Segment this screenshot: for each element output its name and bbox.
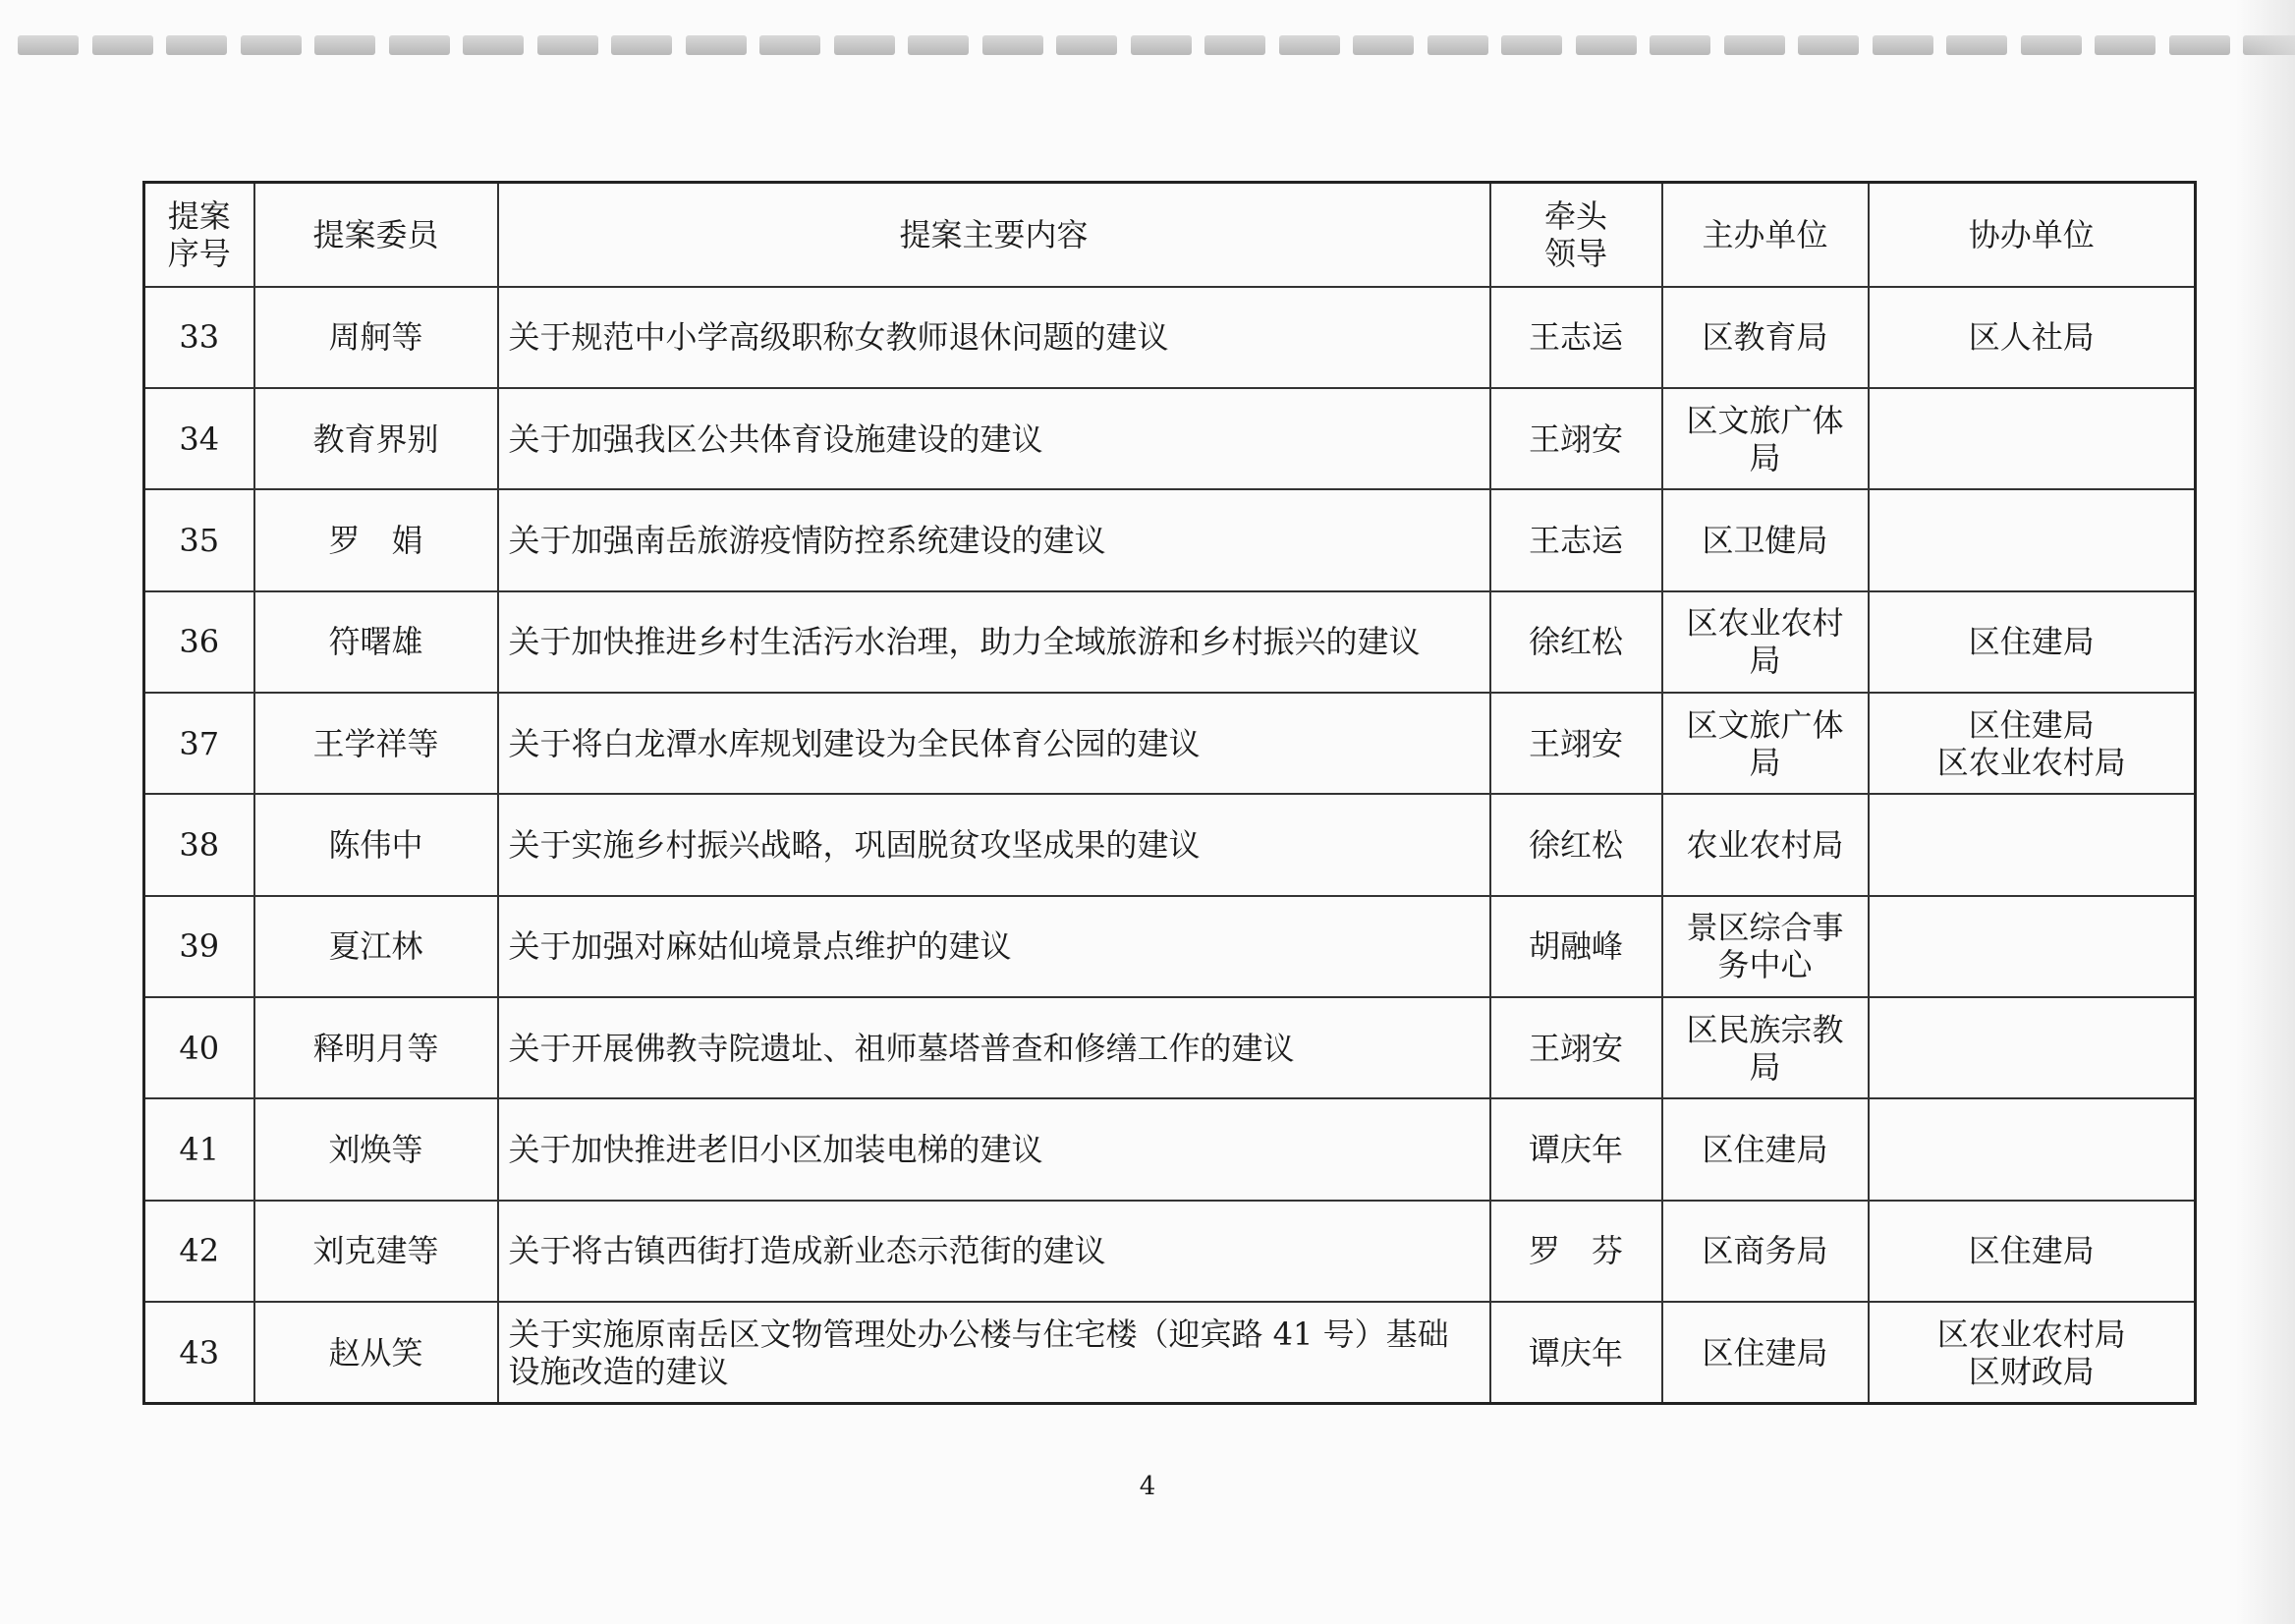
binding-hole xyxy=(1279,35,1340,55)
binding-hole xyxy=(1427,35,1488,55)
cell-lead-leader: 徐红松 xyxy=(1490,794,1662,895)
binding-hole xyxy=(389,35,450,55)
binding-hole xyxy=(1131,35,1192,55)
cell-proposal-number: 39 xyxy=(144,896,254,997)
cell-proposal-member: 周舸等 xyxy=(254,287,498,388)
cell-assist-unit xyxy=(1869,794,2196,895)
binding-hole xyxy=(1946,35,2007,55)
cell-assist-unit xyxy=(1869,1098,2196,1200)
cell-lead-leader: 王翊安 xyxy=(1490,388,1662,489)
cell-proposal-content: 关于开展佛教寺院遗址、祖师墓塔普查和修缮工作的建议 xyxy=(498,997,1490,1098)
cell-assist-unit xyxy=(1869,388,2196,489)
binding-hole xyxy=(166,35,227,55)
cell-proposal-number: 35 xyxy=(144,489,254,590)
cell-proposal-content: 关于规范中小学高级职称女教师退休问题的建议 xyxy=(498,287,1490,388)
binding-hole xyxy=(1576,35,1637,55)
table-row xyxy=(144,1098,2196,1200)
table-row xyxy=(144,794,2196,895)
cell-lead-leader: 谭庆年 xyxy=(1490,1098,1662,1200)
cell-host-unit: 区住建局 xyxy=(1662,1098,1869,1200)
cell-proposal-member: 夏江林 xyxy=(254,896,498,997)
header-lead-leader: 牵头 领导 xyxy=(1490,183,1662,287)
cell-assist-unit: 区农业农村局 区财政局 xyxy=(1869,1302,2196,1403)
binding-hole xyxy=(92,35,153,55)
table-row xyxy=(144,997,2196,1098)
cell-proposal-content: 关于加强南岳旅游疫情防控系统建设的建议 xyxy=(498,489,1490,590)
cell-proposal-content: 关于加快推进老旧小区加装电梯的建议 xyxy=(498,1098,1490,1200)
table-header-row xyxy=(144,183,2196,287)
binding-hole xyxy=(241,35,302,55)
header-host-unit: 主办单位 xyxy=(1662,183,1869,287)
cell-host-unit: 区住建局 xyxy=(1662,1302,1869,1403)
cell-host-unit: 区卫健局 xyxy=(1662,489,1869,590)
cell-lead-leader: 谭庆年 xyxy=(1490,1302,1662,1403)
cell-proposal-member: 陈伟中 xyxy=(254,794,498,895)
binding-holes-strip xyxy=(0,28,2295,67)
cell-proposal-member: 刘焕等 xyxy=(254,1098,498,1200)
cell-lead-leader: 罗 芬 xyxy=(1490,1201,1662,1302)
header-assist-unit: 协办单位 xyxy=(1869,183,2196,287)
binding-hole xyxy=(1056,35,1117,55)
cell-lead-leader: 王志运 xyxy=(1490,489,1662,590)
cell-proposal-number: 42 xyxy=(144,1201,254,1302)
binding-hole xyxy=(982,35,1043,55)
binding-hole xyxy=(1204,35,1265,55)
table-row xyxy=(144,1201,2196,1302)
cell-proposal-member: 释明月等 xyxy=(254,997,498,1098)
cell-proposal-number: 43 xyxy=(144,1302,254,1403)
binding-hole xyxy=(1798,35,1859,55)
table-row xyxy=(144,489,2196,590)
cell-assist-unit xyxy=(1869,489,2196,590)
cell-proposal-content: 关于实施乡村振兴战略，巩固脱贫攻坚成果的建议 xyxy=(498,794,1490,895)
cell-proposal-content: 关于加快推进乡村生活污水治理，助力全域旅游和乡村振兴的建议 xyxy=(498,591,1490,693)
binding-hole xyxy=(1724,35,1785,55)
table-row xyxy=(144,1302,2196,1403)
table-row xyxy=(144,693,2196,794)
binding-hole xyxy=(686,35,747,55)
page-edge-shadow xyxy=(2236,0,2295,1624)
cell-proposal-number: 38 xyxy=(144,794,254,895)
cell-host-unit: 区民族宗教 局 xyxy=(1662,997,1869,1098)
cell-proposal-member: 教育界别 xyxy=(254,388,498,489)
table-row xyxy=(144,287,2196,388)
binding-hole xyxy=(759,35,820,55)
table-row xyxy=(144,388,2196,489)
cell-assist-unit xyxy=(1869,997,2196,1098)
cell-proposal-member: 王学祥等 xyxy=(254,693,498,794)
cell-lead-leader: 王翊安 xyxy=(1490,997,1662,1098)
cell-proposal-member: 赵从笑 xyxy=(254,1302,498,1403)
header-proposal-member: 提案委员 xyxy=(254,183,498,287)
cell-assist-unit: 区住建局 区农业农村局 xyxy=(1869,693,2196,794)
cell-assist-unit: 区住建局 xyxy=(1869,591,2196,693)
binding-hole xyxy=(18,35,79,55)
page-number: 4 xyxy=(1139,1472,1156,1501)
cell-host-unit: 区农业农村 局 xyxy=(1662,591,1869,693)
cell-assist-unit: 区人社局 xyxy=(1869,287,2196,388)
binding-hole xyxy=(537,35,598,55)
cell-proposal-content: 关于将白龙潭水库规划建设为全民体育公园的建议 xyxy=(498,693,1490,794)
cell-host-unit: 区商务局 xyxy=(1662,1201,1869,1302)
table-row xyxy=(144,896,2196,997)
binding-hole xyxy=(1501,35,1562,55)
cell-proposal-content: 关于加强我区公共体育设施建设的建议 xyxy=(498,388,1490,489)
header-proposal-number: 提案 序号 xyxy=(144,183,254,287)
cell-proposal-number: 33 xyxy=(144,287,254,388)
binding-hole xyxy=(611,35,672,55)
cell-lead-leader: 王志运 xyxy=(1490,287,1662,388)
cell-proposal-number: 34 xyxy=(144,388,254,489)
cell-proposal-number: 40 xyxy=(144,997,254,1098)
cell-proposal-content: 关于将古镇西街打造成新业态示范街的建议 xyxy=(498,1201,1490,1302)
table-row xyxy=(144,591,2196,693)
binding-hole xyxy=(834,35,895,55)
cell-proposal-number: 37 xyxy=(144,693,254,794)
cell-assist-unit: 区住建局 xyxy=(1869,1201,2196,1302)
cell-proposal-number: 36 xyxy=(144,591,254,693)
cell-host-unit: 区文旅广体 局 xyxy=(1662,388,1869,489)
binding-hole xyxy=(463,35,524,55)
cell-proposal-member: 罗 娟 xyxy=(254,489,498,590)
cell-host-unit: 农业农村局 xyxy=(1662,794,1869,895)
cell-proposal-member: 符曙雄 xyxy=(254,591,498,693)
cell-assist-unit xyxy=(1869,896,2196,997)
binding-hole xyxy=(1353,35,1414,55)
cell-host-unit: 区教育局 xyxy=(1662,287,1869,388)
cell-proposal-content: 关于加强对麻姑仙境景点维护的建议 xyxy=(498,896,1490,997)
cell-lead-leader: 徐红松 xyxy=(1490,591,1662,693)
header-proposal-content: 提案主要内容 xyxy=(498,183,1490,287)
binding-hole xyxy=(2095,35,2155,55)
binding-hole xyxy=(2021,35,2082,55)
cell-proposal-content: 关于实施原南岳区文物管理处办公楼与住宅楼（迎宾路 41 号）基础设施改造的建议 xyxy=(498,1302,1490,1403)
proposals-table xyxy=(142,181,2197,1405)
binding-hole xyxy=(908,35,969,55)
binding-hole xyxy=(1873,35,1933,55)
cell-proposal-member: 刘克建等 xyxy=(254,1201,498,1302)
cell-proposal-number: 41 xyxy=(144,1098,254,1200)
binding-hole xyxy=(1650,35,1710,55)
binding-hole xyxy=(314,35,375,55)
cell-host-unit: 区文旅广体 局 xyxy=(1662,693,1869,794)
cell-lead-leader: 胡融峰 xyxy=(1490,896,1662,997)
cell-host-unit: 景区综合事 务中心 xyxy=(1662,896,1869,997)
cell-lead-leader: 王翊安 xyxy=(1490,693,1662,794)
binding-hole xyxy=(2169,35,2230,55)
